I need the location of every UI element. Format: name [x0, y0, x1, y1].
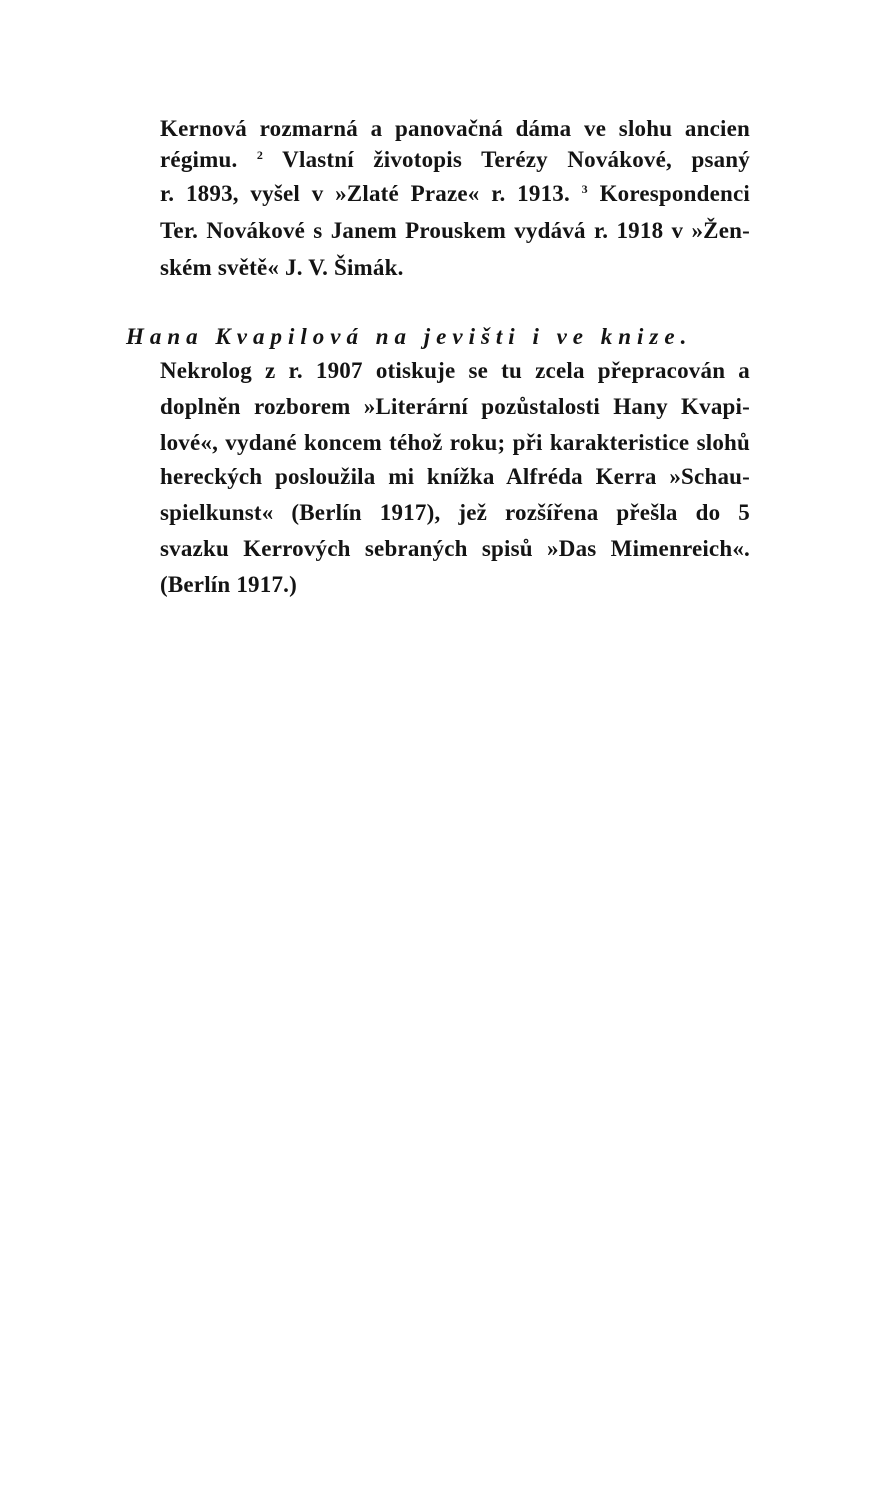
section-line-1: Nekrolog z r. 1907 otiskuje se tu zcela přepracován a [160, 358, 750, 383]
footnote-number: 2 [256, 148, 264, 162]
note-line-2 [160, 145, 750, 175]
note-text: Kernová rozmarná a panovačná dáma ve slohu ancien [160, 116, 750, 141]
note-line-1 [160, 114, 750, 144]
section-line-5: spielkunst« (Berlín 1917), jež rozšířena přešla do 5 [160, 500, 750, 525]
section-line-2: doplněn rozborem »Literární pozůstalosti Hany Kvapi- [160, 394, 750, 419]
note-line-3 [160, 179, 750, 209]
note-line-4 [160, 216, 750, 246]
note-text: r. 1893, vyšel v »Zlaté Praze« r. 1913. [160, 181, 570, 206]
footnote-number: 3 [581, 182, 588, 196]
section-line-6: svazku Kerrových sebraných spisů »Das Mimenreich«. [160, 536, 750, 561]
section-line-7: (Berlín 1917.) [160, 572, 297, 597]
section-line-3: lové«, vydané koncem téhož roku; při karakteristice slohů [160, 430, 750, 455]
section-heading: Hana Kvapilová na jevišti i ve knize. [126, 324, 693, 349]
note-text: régimu. [160, 147, 238, 172]
note-text: Korespondenci [599, 181, 750, 206]
note-text: Vlastní životopis Terézy Novákové, psaný [282, 147, 750, 172]
section-line-4: hereckých posloužila mi knížka Alfréda Kerra »Schau- [160, 464, 750, 489]
note-text: ském světě« J. V. Šimák. [160, 255, 404, 280]
note-text: Ter. Novákové s Janem Prouskem vydává r. 1918 v »Žen- [160, 218, 750, 243]
note-line-5 [160, 253, 750, 283]
